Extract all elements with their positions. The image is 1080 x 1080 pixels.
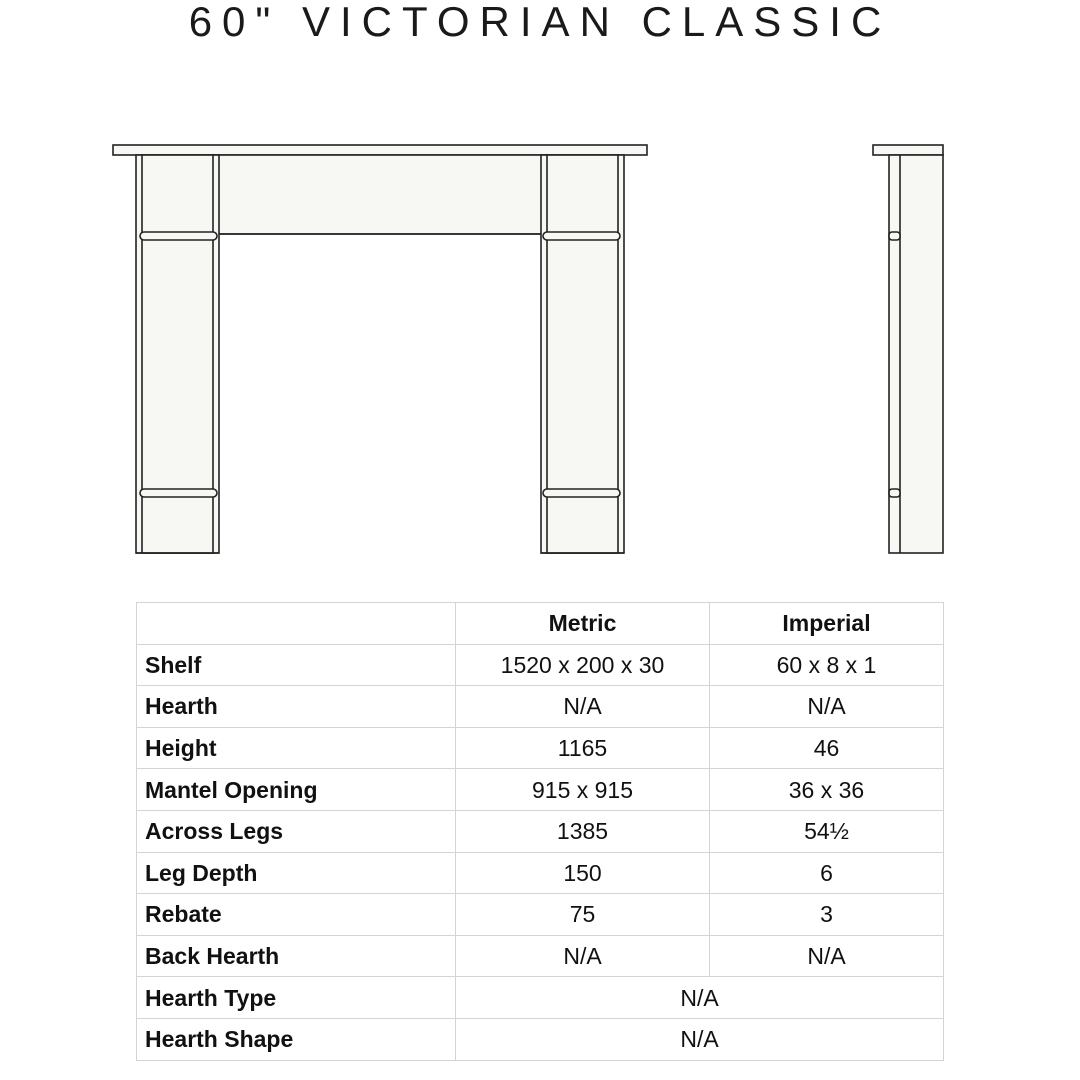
imperial-value: 6 <box>710 852 944 894</box>
header-metric: Metric <box>456 603 710 645</box>
table-row <box>137 686 944 728</box>
table-row <box>137 644 944 686</box>
row-label: Leg Depth <box>137 852 456 894</box>
left-leg-capital <box>140 232 217 240</box>
row-label: Shelf <box>137 644 456 686</box>
row-label: Hearth Shape <box>137 1018 456 1060</box>
left-leg-plinth-bead <box>140 489 217 497</box>
row-label: Mantel Opening <box>137 769 456 811</box>
mantel-shelf <box>113 145 647 155</box>
imperial-value: 60 x 8 x 1 <box>710 644 944 686</box>
table-row <box>137 894 944 936</box>
imperial-value: 3 <box>710 894 944 936</box>
metric-value: 915 x 915 <box>456 769 710 811</box>
imperial-value: 54½ <box>710 810 944 852</box>
side-plinth-bead <box>889 489 900 497</box>
front-elevation <box>113 145 647 553</box>
imperial-value: 36 x 36 <box>710 769 944 811</box>
table-row <box>137 852 944 894</box>
frieze-panel <box>213 155 547 234</box>
page-title: 60" VICTORIAN CLASSIC <box>188 0 892 45</box>
side-elevation <box>873 145 943 553</box>
row-label: Across Legs <box>137 810 456 852</box>
table-row <box>137 935 944 977</box>
table-row <box>137 810 944 852</box>
metric-value: N/A <box>456 686 710 728</box>
row-label: Hearth Type <box>137 977 456 1019</box>
specification-table <box>136 602 944 1061</box>
table-row <box>137 769 944 811</box>
right-leg-plinth-bead <box>543 489 620 497</box>
table-row <box>137 977 944 1019</box>
header-blank <box>137 603 456 645</box>
row-label: Hearth <box>137 686 456 728</box>
imperial-value: N/A <box>710 686 944 728</box>
row-label: Back Hearth <box>137 935 456 977</box>
right-leg-capital <box>543 232 620 240</box>
side-shelf <box>873 145 943 155</box>
header-imperial: Imperial <box>710 603 944 645</box>
metric-value: 1385 <box>456 810 710 852</box>
metric-value: 1165 <box>456 727 710 769</box>
imperial-value: N/A <box>710 935 944 977</box>
side-capital <box>889 232 900 240</box>
table-row <box>137 727 944 769</box>
combined-value: N/A <box>456 977 944 1019</box>
metric-value: 75 <box>456 894 710 936</box>
row-label: Height <box>137 727 456 769</box>
metric-value: N/A <box>456 935 710 977</box>
metric-value: 1520 x 200 x 30 <box>456 644 710 686</box>
combined-value: N/A <box>456 1018 944 1060</box>
imperial-value: 46 <box>710 727 944 769</box>
table-row <box>137 1018 944 1060</box>
row-label: Rebate <box>137 894 456 936</box>
metric-value: 150 <box>456 852 710 894</box>
table-header-row <box>137 603 944 645</box>
